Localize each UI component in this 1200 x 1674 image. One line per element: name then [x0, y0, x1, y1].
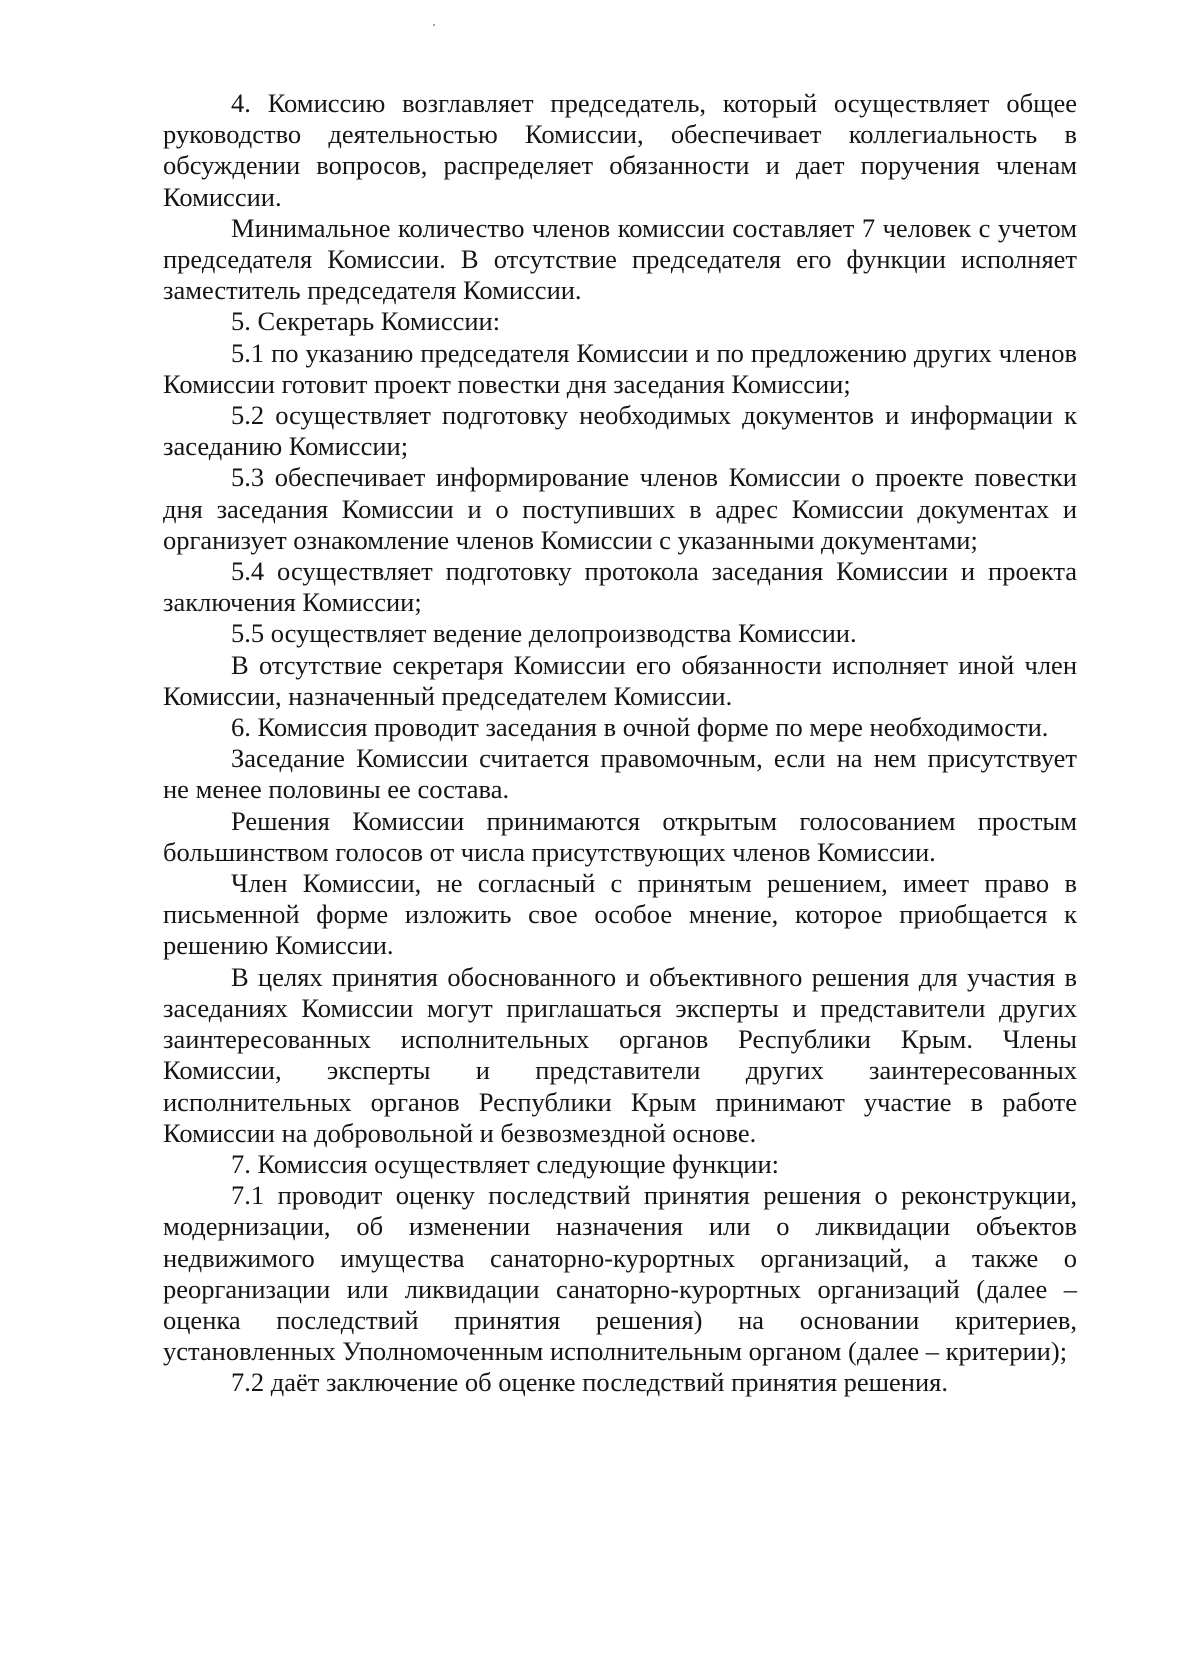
paragraph-5-1: 5.1 по указанию председателя Комиссии и по предложению других членов Комиссии готовит проект повестки дня заседания Комиссии;	[163, 337, 1077, 399]
paragraph-5-4: 5.4 осуществляет подготовку протокола заседания Комиссии и проекта заключения Комиссии;	[163, 556, 1077, 618]
paragraph-6-meetings: 6. Комиссия проводит заседания в очной форме по мере необходимости.	[231, 712, 1049, 743]
scan-speck	[433, 24, 435, 26]
paragraph-dissent: Член Комиссии, не согласный с принятым решением, имеет право в письменной форме изложить свое особое мнение, которое приобщается к решению Комиссии.	[163, 868, 1077, 961]
paragraph-4-chairman: 4. Комиссию возглавляет председатель, который осуществляет общее руководство деятельностью Комиссии, обеспечивает коллегиальность в обсуждении вопросов, распределяет обязанности и дает поручения членам Комиссии.	[163, 88, 1077, 212]
paragraph-5-2: 5.2 осуществляет подготовку необходимых документов и информации к заседанию Комиссии;	[163, 400, 1077, 462]
paragraph-secretary-absence: В отсутствие секретаря Комиссии его обязанности исполняет иной член Комиссии, назначенный председателем Комиссии.	[163, 649, 1077, 711]
paragraph-min-members: Минимальное количество членов комиссии составляет 7 человек с учетом председателя Комиссии. В отсутствие председателя его функции исполняет заместитель председателя Комиссии.	[163, 212, 1077, 306]
paragraph-5-secretary: 5. Секретарь Комиссии:	[231, 306, 501, 337]
document-body	[163, 88, 1077, 1399]
paragraph-quorum: Заседание Комиссии считается правомочным, если на нем присутствует не менее половины ее состава.	[163, 743, 1077, 805]
paragraph-7-functions: 7. Комиссия осуществляет следующие функции:	[231, 1148, 779, 1179]
paragraph-7-1: 7.1 проводит оценку последствий принятия решения о реконструкции, модернизации, об изменении назначения или о ликвидации объектов недвижимого имущества санаторно-курортных организаций, а также о реорганизации или ликвидации санаторно-курортных организаций (далее – оценка последствий принятия решения) на основании критериев, установленных Уполномоченным исполнительным органом (далее – критерии);	[163, 1180, 1077, 1367]
paragraph-experts: В целях принятия обоснованного и объективного решения для участия в заседаниях Комиссии могут приглашаться эксперты и представители других заинтересованных исполнительных органов Республики Крым. Члены Комиссии, эксперты и представители других заинтересованных исполнительных органов Республики Крым принимают участие в работе Комиссии на добровольной и безвозмездной основе.	[163, 961, 1077, 1148]
paragraph-5-3: 5.3 обеспечивает информирование членов Комиссии о проекте повестки дня заседания Комиссии и о поступивших в адрес Комиссии документах и организует ознакомление членов Комиссии с указанными документами;	[163, 462, 1077, 555]
paragraph-7-2: 7.2 даёт заключение об оценке последствий принятия решения.	[231, 1367, 948, 1398]
paragraph-voting: Решения Комиссии принимаются открытым голосованием простым большинством голосов от числа присутствующих членов Комиссии.	[163, 805, 1077, 867]
paragraph-5-5: 5.5 осуществляет ведение делопроизводства Комиссии.	[231, 618, 857, 649]
